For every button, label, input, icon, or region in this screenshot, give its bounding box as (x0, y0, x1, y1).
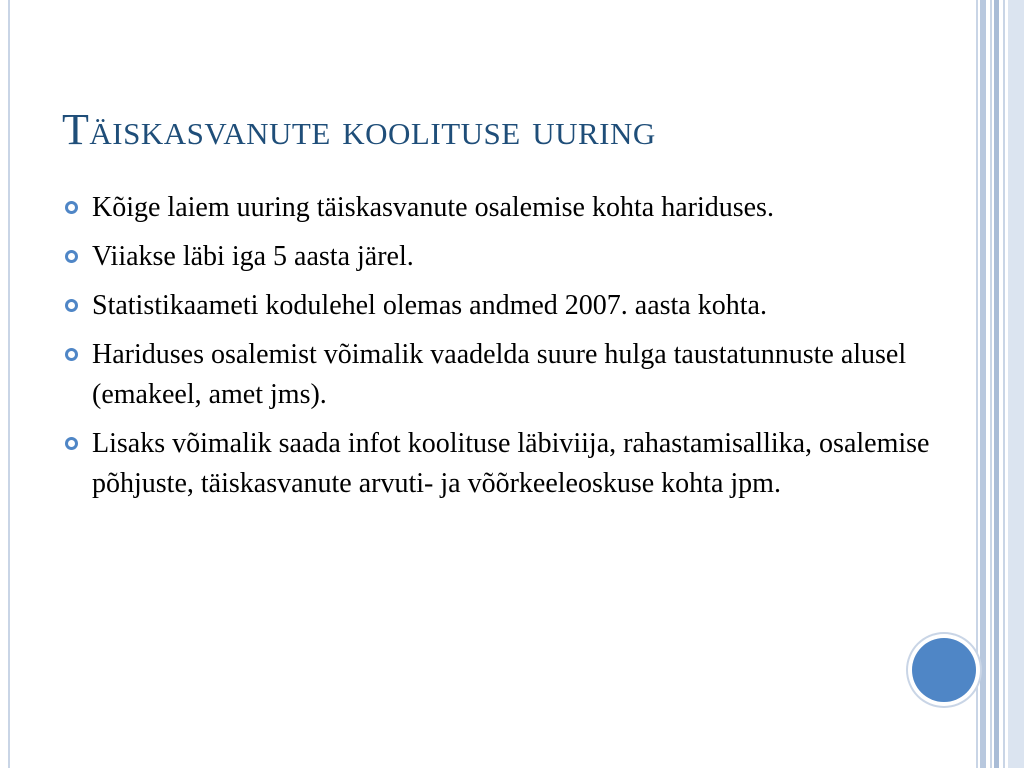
bullet-text: Statistikaameti kodulehel olemas andmed 2007. aasta kohta. (92, 290, 767, 321)
bullet-item (62, 237, 942, 277)
bullet-item (62, 424, 942, 504)
decorative-circle-icon (912, 638, 976, 702)
bullet-item (62, 188, 942, 228)
right-stripe (990, 0, 992, 768)
bullet-text: Kõige laiem uuring täiskasvanute osalemise kohta hariduses. (92, 192, 774, 223)
slide-title: Täiskasvanute koolituse uuring (62, 105, 656, 154)
ring-bullet-icon (65, 348, 78, 361)
bullet-text: Hariduses osalemist võimalik vaadelda suure hulga taustatunnuste alusel (emakeel, amet jms). (92, 339, 907, 410)
left-border-line (8, 0, 10, 768)
ring-bullet-icon (65, 201, 78, 214)
right-stripe (1008, 0, 1024, 768)
ring-bullet-icon (65, 437, 78, 450)
ring-bullet-icon (65, 250, 78, 263)
bullet-item (62, 335, 942, 415)
right-stripe (994, 0, 999, 768)
right-stripe (980, 0, 986, 768)
right-stripe (976, 0, 978, 768)
bullet-list (62, 188, 942, 513)
right-stripe (1003, 0, 1005, 768)
bullet-item (62, 286, 942, 326)
ring-bullet-icon (65, 299, 78, 312)
bullet-text: Lisaks võimalik saada infot koolituse läbiviija, rahastamisallika, osalemise põhjuste, täiskasvanute arvuti- ja võõrkeeleoskuse kohta jpm. (92, 428, 930, 499)
bullet-text: Viiakse läbi iga 5 aasta järel. (92, 241, 414, 272)
